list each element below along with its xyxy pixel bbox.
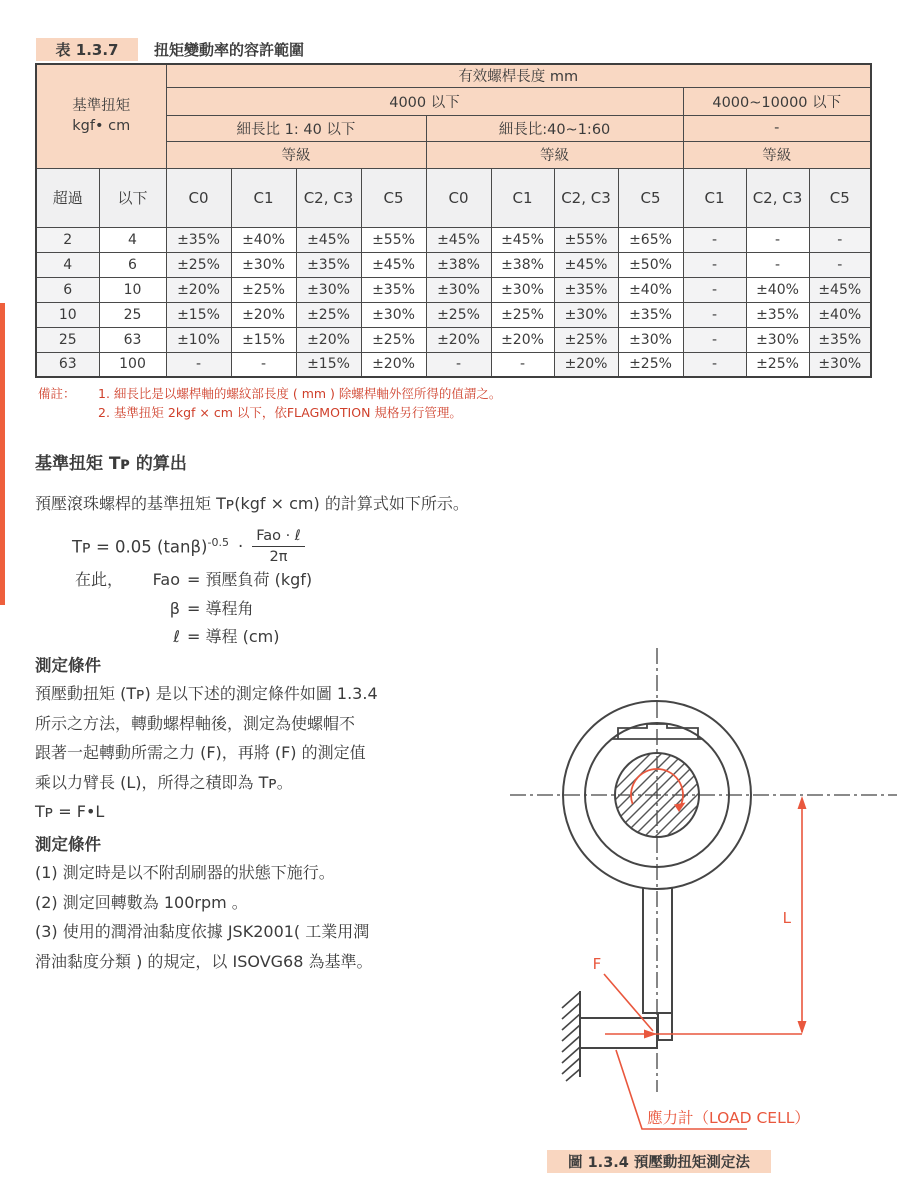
grade-label-1: 等級 [166, 141, 426, 168]
where-def: = 導程角 [187, 598, 254, 618]
table-cell: - [166, 352, 231, 377]
condition-line: (3) 使用的潤滑油黏度依據 JSK2001( 工業用潤 [35, 922, 370, 941]
table-cell: - [683, 352, 746, 377]
table-row [36, 352, 871, 377]
grade-column-header: C2, C3 [554, 168, 618, 227]
table-cell: ±35% [618, 302, 683, 327]
table-cell: ±30% [361, 302, 426, 327]
grade-column-header: C5 [618, 168, 683, 227]
table-cell: ±40% [231, 227, 296, 252]
where-def: = 導程 (cm) [187, 627, 280, 646]
table-cell: ±40% [618, 277, 683, 302]
table-cell: ±25% [361, 327, 426, 352]
table-cell: ±20% [296, 327, 361, 352]
table-title: 扭矩變動率的容許範圍 [154, 41, 305, 59]
grade-column-header: C5 [361, 168, 426, 227]
table-cell: ±55% [554, 227, 618, 252]
where-intro: 在此， [75, 570, 124, 589]
torque-table-wrap [35, 63, 872, 378]
table-cell: ±45% [296, 227, 361, 252]
table-cell: - [426, 352, 491, 377]
table-cell: ±65% [618, 227, 683, 252]
conditions2-heading: 測定條件 [35, 835, 101, 854]
table-cell: 2 [36, 227, 99, 252]
grade-column-header: C0 [426, 168, 491, 227]
table-cell: ±30% [426, 277, 491, 302]
table-cell: 6 [99, 252, 166, 277]
condition-line: 滑油黏度分類 ) 的規定，以 ISOVG68 為基準。 [35, 951, 373, 971]
calc-intro: 預壓滾珠螺桿的基準扭矩 Tᴘ(kgf × cm) 的計算式如下所示。 [35, 494, 469, 513]
grade-column-header: C2, C3 [746, 168, 809, 227]
table-cell: ±25% [618, 352, 683, 377]
table-cell: - [683, 277, 746, 302]
table-cell: ±15% [231, 327, 296, 352]
formula-exponent: -0.5 [207, 536, 229, 550]
table-cell: ±20% [426, 327, 491, 352]
note-line: 2. 基準扭矩 2kgf × cm 以下，依FLAGMOTION 規格另行管理。 [98, 405, 462, 420]
fraction-denominator: 2π [269, 549, 288, 565]
table-cell: 10 [99, 277, 166, 302]
conditions1-heading: 測定條件 [35, 656, 101, 675]
condition-line: (1) 測定時是以不附刮刷器的狀態下施行。 [35, 863, 335, 882]
table-cell: ±30% [746, 327, 809, 352]
formula-fraction [252, 527, 305, 566]
table-notes [38, 384, 501, 422]
table-cell: ±45% [809, 277, 871, 302]
table-cell: ±30% [491, 277, 554, 302]
fraction-numerator: Fao · ℓ [252, 527, 305, 547]
note-line: 1. 細長比是以螺桿軸的螺紋部長度 ( mm ) 除螺桿軸外徑所得的值謂之。 [98, 386, 502, 401]
conditions1-lines [35, 679, 520, 827]
grade-column-header: C0 [166, 168, 231, 227]
table-cell: - [809, 252, 871, 277]
where-sym: Fao [152, 570, 180, 589]
table-number-chip: 表 1.3.7 [36, 38, 138, 61]
table-cell: ±38% [426, 252, 491, 277]
table-cell: ±50% [618, 252, 683, 277]
table-cell: ±25% [231, 277, 296, 302]
calc-heading: 基準扭矩 Tᴘ 的算出 [35, 454, 187, 474]
table-cell: ±35% [166, 227, 231, 252]
label-l: L [782, 909, 791, 927]
table-cell: - [231, 352, 296, 377]
table-cell: ±35% [361, 277, 426, 302]
table-cell: - [491, 352, 554, 377]
table-cell: ±20% [491, 327, 554, 352]
table-title-row [36, 38, 304, 61]
table-cell: - [746, 227, 809, 252]
table-row [36, 252, 871, 277]
table-cell: ±45% [426, 227, 491, 252]
condition-line: 跟著一起轉動所需之力 (F)，再將 (F) 的測定值 [35, 743, 366, 762]
table-cell: ±35% [809, 327, 871, 352]
table-cell: ±35% [296, 252, 361, 277]
grade-column-header: C1 [683, 168, 746, 227]
formula-dot: · [237, 537, 244, 556]
table-cell: ±30% [618, 327, 683, 352]
length-group-1: 4000 以下 [166, 87, 683, 115]
table-cell: ±25% [426, 302, 491, 327]
notes-label: 備註： [38, 386, 76, 401]
dimension-l-arrow-top [798, 796, 807, 809]
grade-column-header: C1 [491, 168, 554, 227]
grade-column-header: C2, C3 [296, 168, 361, 227]
table-row [36, 302, 871, 327]
table-cell: ±40% [746, 277, 809, 302]
table-cell: 63 [36, 352, 99, 377]
where-def: = 預壓負荷 (kgf) [187, 570, 313, 589]
table-cell: ±20% [166, 277, 231, 302]
table-cell: - [683, 302, 746, 327]
table-cell: ±45% [491, 227, 554, 252]
slenderness-3: - [683, 115, 871, 141]
table-cell: ±30% [809, 352, 871, 377]
torque-formula [72, 527, 305, 566]
table-cell: - [683, 227, 746, 252]
slenderness-2: 細長比:40~1:60 [426, 115, 683, 141]
screw-shaft-section [615, 753, 699, 837]
conditions2-lines [35, 858, 520, 976]
table-row [36, 227, 871, 252]
table-cell: - [746, 252, 809, 277]
table-cell: ±10% [166, 327, 231, 352]
table-cell: ±15% [166, 302, 231, 327]
table-cell: 63 [99, 327, 166, 352]
margin-accent-strip [0, 303, 5, 605]
wall-hatching [562, 992, 580, 1081]
load-cell-label: 應力計（LOAD CELL） [647, 1109, 810, 1127]
formula-base: Tᴘ = 0.05 $(\tan\beta)^{-0.5}$ [72, 536, 229, 557]
base-torque-header: 基準扭矩 kgf• cm [36, 64, 166, 168]
torque-tolerance-table [35, 63, 872, 378]
condition-line: Tᴘ = F•L [35, 802, 105, 821]
table-cell: ±25% [491, 302, 554, 327]
table-cell: 10 [36, 302, 99, 327]
table-cell: - [683, 327, 746, 352]
table-cell: ±25% [166, 252, 231, 277]
table-cell: ±25% [554, 327, 618, 352]
table-cell: ±40% [809, 302, 871, 327]
grade-column-header: C1 [231, 168, 296, 227]
condition-line: 預壓動扭矩 (Tᴘ) 是以下述的測定條件如圖 1.3.4 [35, 684, 378, 703]
table-cell: ±20% [231, 302, 296, 327]
grade-column-header: C5 [809, 168, 871, 227]
grade-header-row [36, 168, 871, 227]
table-cell: 4 [99, 227, 166, 252]
where-sym: ℓ [173, 627, 180, 646]
table-cell: ±45% [554, 252, 618, 277]
formula-definitions [75, 566, 312, 652]
table-cell: ±30% [554, 302, 618, 327]
where-sym: β [169, 598, 180, 618]
table-cell: ±55% [361, 227, 426, 252]
condition-line: 乘以力臂長 (L)，所得之積即為 Tᴘ。 [35, 772, 293, 792]
table-cell: ±45% [361, 252, 426, 277]
torque-table-body [36, 227, 871, 377]
table-cell: ±25% [296, 302, 361, 327]
table-cell: ±30% [231, 252, 296, 277]
grade-column-header: 以下 [99, 168, 166, 227]
figure-caption: 圖 1.3.4 預壓動扭矩測定法 [547, 1150, 771, 1173]
table-row [36, 327, 871, 352]
table-cell: - [809, 227, 871, 252]
condition-line: 所示之方法，轉動螺桿軸後，測定為使螺帽不 [35, 713, 356, 733]
dimension-l-arrow-bottom [798, 1021, 807, 1034]
grade-label-3: 等級 [683, 141, 871, 168]
condition-line: (2) 測定回轉數為 100rpm 。 [35, 892, 248, 912]
table-cell: 100 [99, 352, 166, 377]
table-cell: ±25% [746, 352, 809, 377]
slenderness-1: 細長比 1: 40 以下 [166, 115, 426, 141]
table-cell: 25 [99, 302, 166, 327]
table-cell: ±15% [296, 352, 361, 377]
notes-lines [98, 384, 501, 422]
table-cell: - [683, 252, 746, 277]
torque-measurement-diagram [500, 640, 900, 1145]
table-cell: ±20% [554, 352, 618, 377]
table-cell: ±35% [554, 277, 618, 302]
table-cell: ±35% [746, 302, 809, 327]
label-f: F [592, 955, 602, 973]
force-arrowhead [644, 1030, 657, 1039]
table-cell: ±38% [491, 252, 554, 277]
table-cell: ±30% [296, 277, 361, 302]
effective-length-header: 有效螺桿長度 mm [166, 64, 871, 87]
force-leader [604, 974, 653, 1031]
table-row [36, 277, 871, 302]
table-cell: 6 [36, 277, 99, 302]
grade-label-2: 等級 [426, 141, 683, 168]
length-group-2: 4000~10000 以下 [683, 87, 871, 115]
table-cell: 25 [36, 327, 99, 352]
grade-column-header: 超過 [36, 168, 99, 227]
table-cell: ±20% [361, 352, 426, 377]
table-cell: 4 [36, 252, 99, 277]
